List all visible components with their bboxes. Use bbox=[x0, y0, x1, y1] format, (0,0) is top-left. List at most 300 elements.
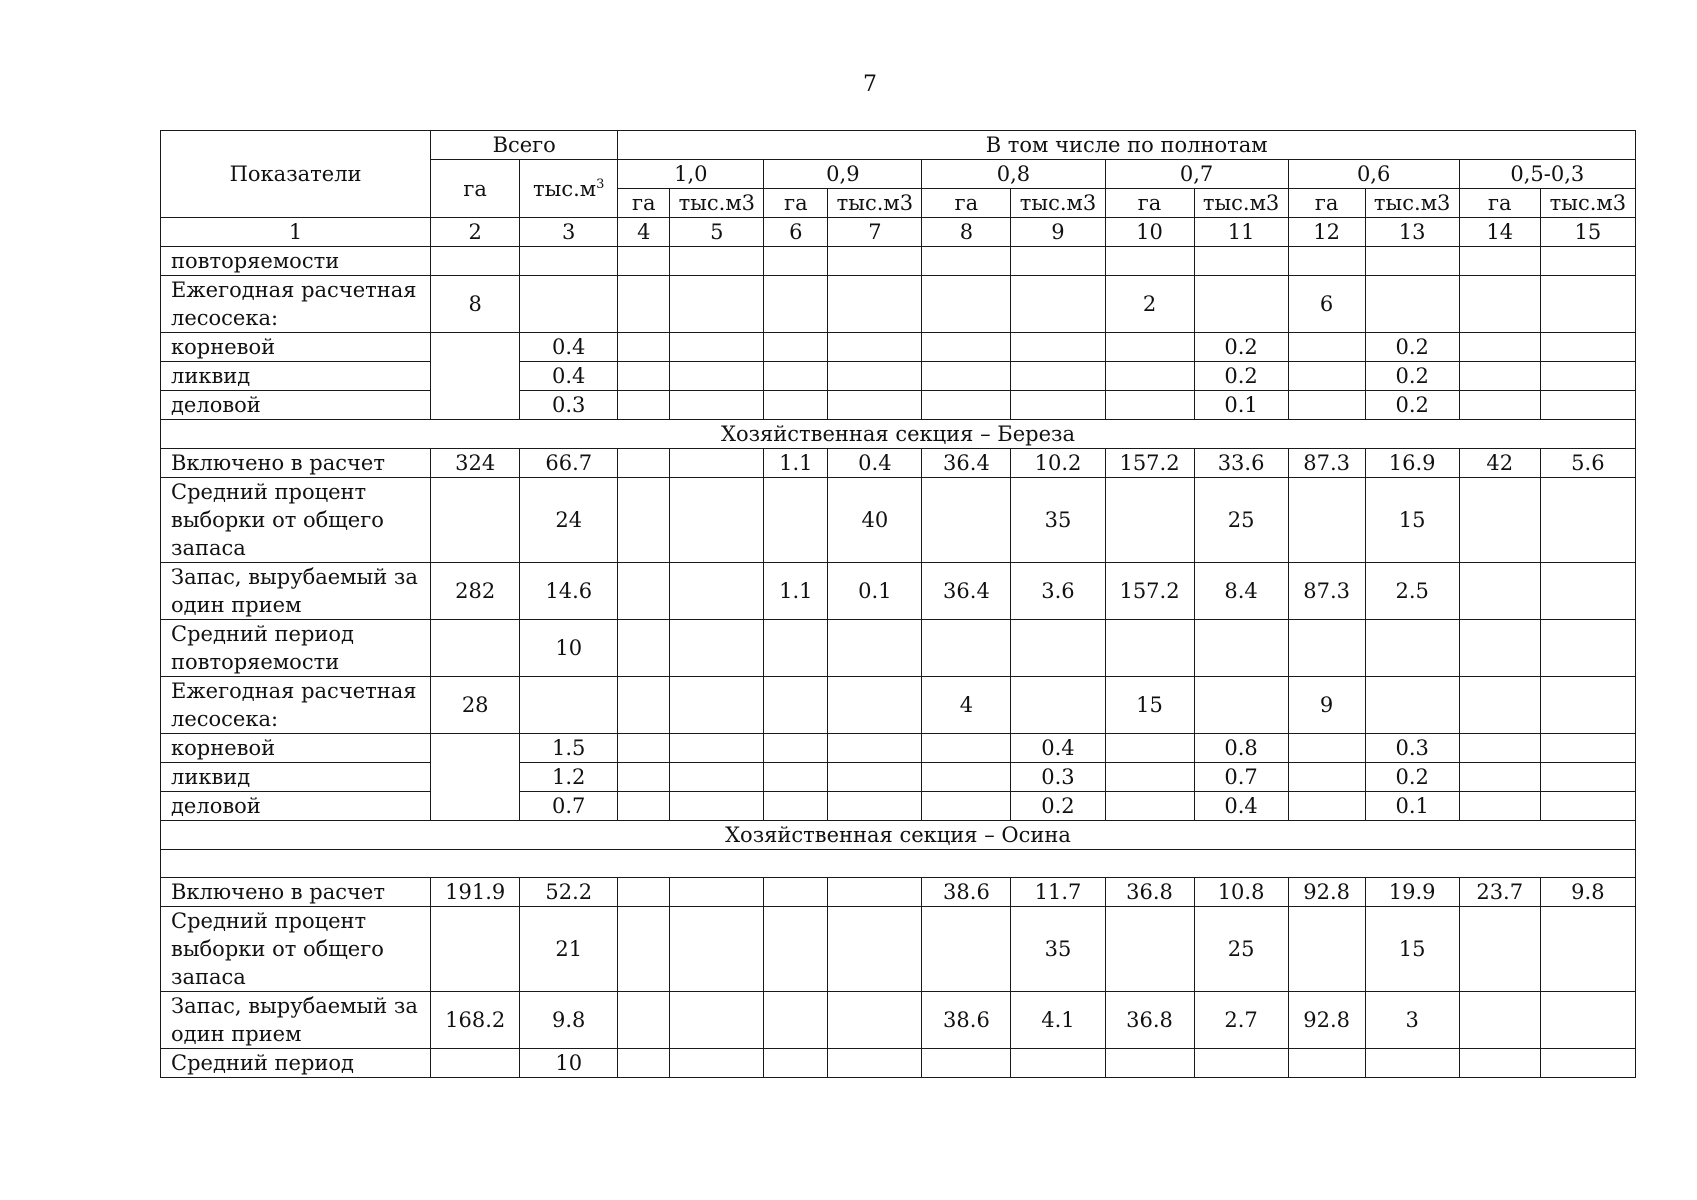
data-cell bbox=[1288, 763, 1365, 792]
data-cell: 1.5 bbox=[520, 734, 618, 763]
header-sub-m3: тыс.м3 bbox=[1194, 189, 1288, 218]
data-cell bbox=[670, 763, 764, 792]
data-cell bbox=[670, 276, 764, 333]
data-cell bbox=[764, 333, 828, 362]
data-cell bbox=[1011, 620, 1105, 677]
data-cell: 23.7 bbox=[1459, 878, 1540, 907]
column-number: 15 bbox=[1540, 218, 1635, 247]
row-label: Средний процент выборки от общего запаса bbox=[161, 478, 431, 563]
data-cell bbox=[1194, 276, 1288, 333]
table-body bbox=[161, 218, 1636, 1078]
column-number: 7 bbox=[828, 218, 922, 247]
data-cell: 33.6 bbox=[1194, 449, 1288, 478]
data-cell bbox=[922, 333, 1011, 362]
data-cell bbox=[618, 563, 670, 620]
data-cell bbox=[618, 449, 670, 478]
data-cell bbox=[670, 449, 764, 478]
data-cell bbox=[1540, 620, 1635, 677]
data-cell: 16.9 bbox=[1365, 449, 1459, 478]
data-cell bbox=[1105, 792, 1194, 821]
data-cell bbox=[922, 734, 1011, 763]
data-cell bbox=[618, 247, 670, 276]
data-cell bbox=[1365, 677, 1459, 734]
data-cell bbox=[1011, 362, 1105, 391]
data-cell bbox=[764, 276, 828, 333]
data-cell bbox=[764, 391, 828, 420]
row-label: Средний период повторяемости bbox=[161, 620, 431, 677]
data-cell bbox=[670, 391, 764, 420]
data-cell bbox=[618, 478, 670, 563]
data-cell bbox=[1105, 333, 1194, 362]
section-title: Хозяйственная секция – Береза bbox=[161, 420, 1636, 449]
header-density: 0,8 bbox=[922, 160, 1105, 189]
data-cell bbox=[1288, 478, 1365, 563]
data-cell bbox=[764, 734, 828, 763]
data-cell: 36.4 bbox=[922, 449, 1011, 478]
data-cell: 92.8 bbox=[1288, 878, 1365, 907]
table-row bbox=[161, 449, 1636, 478]
merged-ha-cell bbox=[431, 734, 520, 821]
data-cell bbox=[431, 478, 520, 563]
data-cell: 0.3 bbox=[1365, 734, 1459, 763]
data-cell: 0.2 bbox=[1365, 391, 1459, 420]
data-cell: 0.4 bbox=[828, 449, 922, 478]
data-cell bbox=[670, 247, 764, 276]
data-cell: 0.2 bbox=[1011, 792, 1105, 821]
data-cell: 11.7 bbox=[1011, 878, 1105, 907]
data-cell bbox=[670, 677, 764, 734]
data-cell bbox=[1011, 247, 1105, 276]
data-cell bbox=[618, 1049, 670, 1078]
data-cell bbox=[1459, 907, 1540, 992]
data-cell bbox=[922, 792, 1011, 821]
data-cell bbox=[670, 362, 764, 391]
data-cell: 324 bbox=[431, 449, 520, 478]
data-cell bbox=[1288, 734, 1365, 763]
data-cell: 38.6 bbox=[922, 992, 1011, 1049]
data-cell: 157.2 bbox=[1105, 563, 1194, 620]
data-cell bbox=[922, 1049, 1011, 1078]
row-label: Ежегодная расчетная лесосека: bbox=[161, 276, 431, 333]
table-header bbox=[161, 131, 1636, 218]
data-cell bbox=[828, 247, 922, 276]
data-cell: 35 bbox=[1011, 907, 1105, 992]
data-cell: 0.4 bbox=[520, 333, 618, 362]
data-cell bbox=[670, 1049, 764, 1078]
data-cell bbox=[1459, 620, 1540, 677]
data-cell: 10 bbox=[520, 620, 618, 677]
data-cell bbox=[1011, 677, 1105, 734]
data-cell: 14.6 bbox=[520, 563, 618, 620]
data-cell bbox=[828, 677, 922, 734]
table-row bbox=[161, 907, 1636, 992]
data-cell bbox=[618, 333, 670, 362]
data-cell: 0.3 bbox=[520, 391, 618, 420]
table-row bbox=[161, 563, 1636, 620]
column-number: 3 bbox=[520, 218, 618, 247]
data-cell: 1.1 bbox=[764, 563, 828, 620]
data-cell bbox=[1540, 763, 1635, 792]
data-cell bbox=[1288, 333, 1365, 362]
data-cell bbox=[1011, 391, 1105, 420]
data-cell bbox=[828, 276, 922, 333]
column-number: 12 bbox=[1288, 218, 1365, 247]
data-cell: 2.7 bbox=[1194, 992, 1288, 1049]
row-label: Ежегодная расчетная лесосека: bbox=[161, 677, 431, 734]
data-cell bbox=[1459, 247, 1540, 276]
forest-cut-table bbox=[160, 130, 1636, 1078]
data-cell bbox=[1459, 763, 1540, 792]
data-cell bbox=[1105, 247, 1194, 276]
data-cell bbox=[828, 362, 922, 391]
data-cell bbox=[618, 391, 670, 420]
table-row bbox=[161, 247, 1636, 276]
data-cell bbox=[1288, 362, 1365, 391]
data-cell bbox=[1540, 276, 1635, 333]
data-cell: 0.1 bbox=[1194, 391, 1288, 420]
data-cell: 15 bbox=[1365, 907, 1459, 992]
data-cell bbox=[1459, 677, 1540, 734]
data-cell bbox=[1459, 792, 1540, 821]
column-number: 6 bbox=[764, 218, 828, 247]
data-cell bbox=[828, 907, 922, 992]
data-cell: 92.8 bbox=[1288, 992, 1365, 1049]
header-sub-ha: га bbox=[922, 189, 1011, 218]
data-cell: 0.2 bbox=[1365, 362, 1459, 391]
data-cell bbox=[670, 992, 764, 1049]
header-sub-ha: га bbox=[618, 189, 670, 218]
header-indicators: Показатели bbox=[161, 131, 431, 218]
data-cell bbox=[922, 478, 1011, 563]
data-cell: 66.7 bbox=[520, 449, 618, 478]
header-density: 1,0 bbox=[618, 160, 764, 189]
table-row bbox=[161, 276, 1636, 333]
data-cell bbox=[618, 992, 670, 1049]
data-cell bbox=[520, 677, 618, 734]
data-cell bbox=[431, 620, 520, 677]
empty-cell bbox=[161, 850, 1636, 878]
data-cell: 40 bbox=[828, 478, 922, 563]
data-cell bbox=[1105, 763, 1194, 792]
section-row bbox=[161, 821, 1636, 850]
data-cell bbox=[828, 878, 922, 907]
data-cell bbox=[520, 276, 618, 333]
data-cell bbox=[764, 792, 828, 821]
data-cell: 3.6 bbox=[1011, 563, 1105, 620]
data-cell bbox=[922, 247, 1011, 276]
data-cell bbox=[828, 734, 922, 763]
table-row bbox=[161, 478, 1636, 563]
data-cell: 1.1 bbox=[764, 449, 828, 478]
data-cell: 28 bbox=[431, 677, 520, 734]
data-cell bbox=[618, 620, 670, 677]
data-cell bbox=[670, 878, 764, 907]
data-cell bbox=[670, 563, 764, 620]
data-cell bbox=[1459, 734, 1540, 763]
row-label: деловой bbox=[161, 792, 431, 821]
row-label: Запас, вырубаемый за один прием bbox=[161, 992, 431, 1049]
data-cell bbox=[1105, 620, 1194, 677]
table-row bbox=[161, 763, 1636, 792]
data-cell bbox=[1194, 620, 1288, 677]
data-cell bbox=[922, 276, 1011, 333]
data-cell bbox=[670, 620, 764, 677]
data-cell bbox=[922, 763, 1011, 792]
data-cell: 0.1 bbox=[1365, 792, 1459, 821]
data-cell bbox=[922, 907, 1011, 992]
data-cell: 2 bbox=[1105, 276, 1194, 333]
header-sub-m3: тыс.м3 bbox=[828, 189, 922, 218]
table-row bbox=[161, 1049, 1636, 1078]
row-label: ликвид bbox=[161, 362, 431, 391]
data-cell: 10.8 bbox=[1194, 878, 1288, 907]
column-number: 8 bbox=[922, 218, 1011, 247]
header-sub-ha: га bbox=[1459, 189, 1540, 218]
column-number: 9 bbox=[1011, 218, 1105, 247]
data-cell bbox=[1459, 478, 1540, 563]
column-number: 4 bbox=[618, 218, 670, 247]
section-row bbox=[161, 420, 1636, 449]
data-cell bbox=[1459, 1049, 1540, 1078]
table-row bbox=[161, 391, 1636, 420]
data-cell bbox=[1540, 391, 1635, 420]
data-cell: 191.9 bbox=[431, 878, 520, 907]
merged-ha-cell bbox=[431, 333, 520, 420]
column-number-row bbox=[161, 218, 1636, 247]
data-cell bbox=[431, 1049, 520, 1078]
data-cell: 36.8 bbox=[1105, 992, 1194, 1049]
row-label: Средний период bbox=[161, 1049, 431, 1078]
row-label: Включено в расчет bbox=[161, 878, 431, 907]
data-cell: 10.2 bbox=[1011, 449, 1105, 478]
header-total: Всего bbox=[431, 131, 618, 160]
data-cell bbox=[764, 763, 828, 792]
data-cell bbox=[1288, 907, 1365, 992]
header-density: 0,5-0,3 bbox=[1459, 160, 1635, 189]
data-cell bbox=[1365, 1049, 1459, 1078]
data-cell bbox=[1011, 1049, 1105, 1078]
data-cell bbox=[1288, 391, 1365, 420]
row-label: ликвид bbox=[161, 763, 431, 792]
data-cell: 1.2 bbox=[520, 763, 618, 792]
data-cell bbox=[1540, 1049, 1635, 1078]
data-cell bbox=[1459, 276, 1540, 333]
row-label: Запас, вырубаемый за один прием bbox=[161, 563, 431, 620]
data-cell: 0.2 bbox=[1194, 362, 1288, 391]
section-title: Хозяйственная секция – Осина bbox=[161, 821, 1636, 850]
header-density: 0,7 bbox=[1105, 160, 1288, 189]
data-cell: 0.8 bbox=[1194, 734, 1288, 763]
column-number: 2 bbox=[431, 218, 520, 247]
data-cell bbox=[764, 907, 828, 992]
header-density: 0,6 bbox=[1288, 160, 1459, 189]
data-cell bbox=[922, 620, 1011, 677]
data-cell bbox=[618, 792, 670, 821]
data-cell bbox=[1105, 478, 1194, 563]
data-cell bbox=[1105, 907, 1194, 992]
table-row bbox=[161, 620, 1636, 677]
row-label: Средний процент выборки от общего запаса bbox=[161, 907, 431, 992]
data-cell bbox=[1288, 792, 1365, 821]
data-cell: 6 bbox=[1288, 276, 1365, 333]
data-cell: 19.9 bbox=[1365, 878, 1459, 907]
data-cell bbox=[1540, 992, 1635, 1049]
data-cell: 0.4 bbox=[1194, 792, 1288, 821]
data-cell bbox=[1459, 362, 1540, 391]
data-cell bbox=[1459, 992, 1540, 1049]
data-cell: 0.1 bbox=[828, 563, 922, 620]
data-cell bbox=[1365, 247, 1459, 276]
data-cell: 4 bbox=[922, 677, 1011, 734]
table-row bbox=[161, 677, 1636, 734]
data-cell bbox=[1194, 247, 1288, 276]
data-cell: 10 bbox=[520, 1049, 618, 1078]
data-cell: 0.7 bbox=[1194, 763, 1288, 792]
data-cell: 157.2 bbox=[1105, 449, 1194, 478]
data-cell: 8 bbox=[431, 276, 520, 333]
data-cell bbox=[618, 677, 670, 734]
data-cell bbox=[1540, 792, 1635, 821]
data-cell: 0.4 bbox=[1011, 734, 1105, 763]
data-cell bbox=[1288, 1049, 1365, 1078]
data-cell: 87.3 bbox=[1288, 449, 1365, 478]
data-cell bbox=[1540, 362, 1635, 391]
data-cell bbox=[828, 1049, 922, 1078]
data-cell bbox=[1365, 620, 1459, 677]
header-sub-m3: тыс.м3 bbox=[1540, 189, 1635, 218]
data-cell bbox=[1288, 620, 1365, 677]
table-row bbox=[161, 333, 1636, 362]
data-cell bbox=[1540, 677, 1635, 734]
data-cell bbox=[1194, 677, 1288, 734]
data-cell bbox=[828, 620, 922, 677]
data-cell: 52.2 bbox=[520, 878, 618, 907]
data-cell: 2.5 bbox=[1365, 563, 1459, 620]
table-row bbox=[161, 878, 1636, 907]
data-cell bbox=[1540, 907, 1635, 992]
data-cell: 0.2 bbox=[1365, 333, 1459, 362]
data-cell bbox=[1194, 1049, 1288, 1078]
data-cell bbox=[670, 792, 764, 821]
data-cell bbox=[618, 276, 670, 333]
header-sub-m3: тыс.м3 bbox=[1365, 189, 1459, 218]
data-cell bbox=[670, 333, 764, 362]
data-cell bbox=[1540, 333, 1635, 362]
data-cell: 24 bbox=[520, 478, 618, 563]
row-label: повторяемости bbox=[161, 247, 431, 276]
data-cell: 36.8 bbox=[1105, 878, 1194, 907]
column-number: 5 bbox=[670, 218, 764, 247]
header-sub-ha: га bbox=[1288, 189, 1365, 218]
row-label: деловой bbox=[161, 391, 431, 420]
data-cell: 0.3 bbox=[1011, 763, 1105, 792]
data-cell: 0.4 bbox=[520, 362, 618, 391]
data-cell bbox=[764, 992, 828, 1049]
data-cell bbox=[1105, 362, 1194, 391]
data-cell bbox=[828, 333, 922, 362]
header-by-density: В том числе по полнотам bbox=[618, 131, 1636, 160]
data-cell: 38.6 bbox=[922, 878, 1011, 907]
data-cell: 0.2 bbox=[1194, 333, 1288, 362]
row-label: Включено в расчет bbox=[161, 449, 431, 478]
data-cell: 9.8 bbox=[1540, 878, 1635, 907]
data-cell: 36.4 bbox=[922, 563, 1011, 620]
table-row bbox=[161, 734, 1636, 763]
data-cell: 0.7 bbox=[520, 792, 618, 821]
header-sub-ha: га bbox=[764, 189, 828, 218]
data-cell bbox=[1105, 391, 1194, 420]
data-cell: 5.6 bbox=[1540, 449, 1635, 478]
data-cell bbox=[1459, 333, 1540, 362]
row-label: корневой bbox=[161, 333, 431, 362]
data-cell bbox=[764, 878, 828, 907]
data-cell bbox=[618, 878, 670, 907]
data-cell bbox=[431, 907, 520, 992]
row-label: корневой bbox=[161, 734, 431, 763]
data-cell bbox=[670, 734, 764, 763]
data-cell bbox=[828, 992, 922, 1049]
data-cell bbox=[1540, 563, 1635, 620]
data-cell bbox=[670, 907, 764, 992]
page-number: 7 bbox=[863, 72, 877, 97]
data-cell bbox=[1365, 276, 1459, 333]
data-cell bbox=[922, 391, 1011, 420]
data-cell bbox=[764, 620, 828, 677]
data-cell bbox=[618, 362, 670, 391]
column-number: 11 bbox=[1194, 218, 1288, 247]
data-cell bbox=[764, 247, 828, 276]
column-number: 10 bbox=[1105, 218, 1194, 247]
data-cell bbox=[1459, 563, 1540, 620]
data-cell bbox=[1540, 734, 1635, 763]
data-cell: 42 bbox=[1459, 449, 1540, 478]
data-cell: 282 bbox=[431, 563, 520, 620]
data-cell: 25 bbox=[1194, 478, 1288, 563]
data-cell bbox=[1459, 391, 1540, 420]
data-cell bbox=[828, 763, 922, 792]
data-cell: 21 bbox=[520, 907, 618, 992]
data-cell bbox=[618, 734, 670, 763]
data-cell bbox=[1105, 734, 1194, 763]
data-cell bbox=[922, 362, 1011, 391]
column-number: 14 bbox=[1459, 218, 1540, 247]
data-cell: 8.4 bbox=[1194, 563, 1288, 620]
column-number: 1 bbox=[161, 218, 431, 247]
data-cell: 35 bbox=[1011, 478, 1105, 563]
data-cell: 15 bbox=[1105, 677, 1194, 734]
data-cell bbox=[618, 763, 670, 792]
data-cell: 87.3 bbox=[1288, 563, 1365, 620]
data-cell bbox=[520, 247, 618, 276]
data-cell bbox=[828, 792, 922, 821]
table-row bbox=[161, 362, 1636, 391]
data-cell bbox=[670, 478, 764, 563]
data-cell: 25 bbox=[1194, 907, 1288, 992]
data-cell: 9.8 bbox=[520, 992, 618, 1049]
header-total-ha: га bbox=[431, 160, 520, 218]
data-cell: 15 bbox=[1365, 478, 1459, 563]
header-sub-m3: тыс.м3 bbox=[1011, 189, 1105, 218]
data-cell bbox=[764, 362, 828, 391]
data-cell bbox=[1011, 333, 1105, 362]
data-cell bbox=[1540, 247, 1635, 276]
column-number: 13 bbox=[1365, 218, 1459, 247]
data-cell bbox=[618, 907, 670, 992]
data-cell bbox=[431, 247, 520, 276]
data-cell bbox=[1540, 478, 1635, 563]
data-cell: 168.2 bbox=[431, 992, 520, 1049]
data-cell bbox=[828, 391, 922, 420]
